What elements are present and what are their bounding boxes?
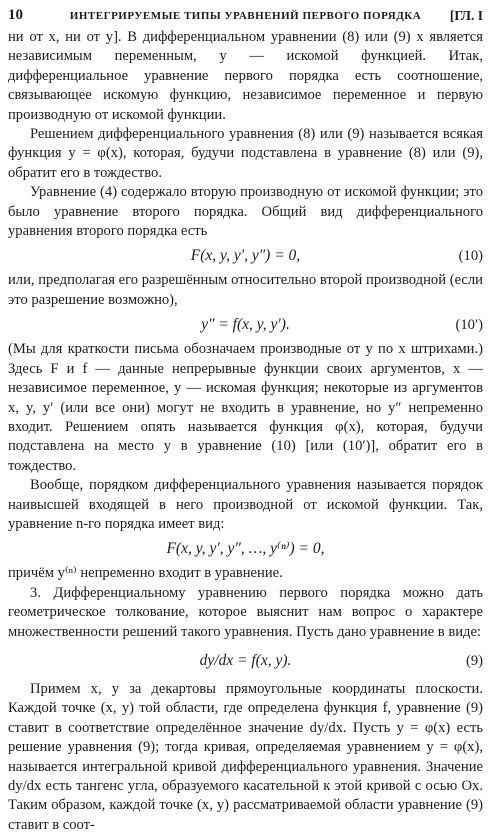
equation-body: F(x, y, y′, y″, …, y⁽ⁿ⁾) = 0, (166, 540, 325, 558)
equation-body: F(x, y, y′, y″) = 0, (190, 247, 301, 265)
equation-10-prime (8, 310, 483, 340)
paragraph: Уравнение (4) содержало вторую производную от искомой функции; это было уравнение второго порядка. Общий вид дифференциального уравнения второго порядка есть (8, 184, 483, 240)
page-number: 10 (8, 7, 23, 23)
equation-body: dy/dx = f(x, y). (199, 651, 292, 669)
paragraph: 3. Дифференциальному уравнению первого порядка можно дать геометрическое толкование, которое выяснит нам вопрос о характере множественности решений такого уравнения. Пусть дано уравнение в виде: (8, 584, 483, 640)
equation-nth-order (8, 534, 483, 564)
chapter-label: [ГЛ. I (449, 8, 483, 23)
equation-number: (10′) (455, 317, 483, 334)
equation-9 (8, 642, 483, 680)
equation-number: (9) (465, 652, 483, 669)
equation-number: (10) (458, 248, 483, 265)
paragraph: ни от x, ни от y]. В дифференциальном уравнении (8) или (9) x является независимым переменным, y — искомой функцией. Итак, дифференциальное уравнение первого порядка есть соотношение, связывающее искомую функцию, независимое переменное и первую производную от искомой функции. (8, 29, 483, 123)
page-header (8, 6, 483, 28)
equation-body: y″ = f(x, y, y′). (201, 316, 290, 334)
paragraph: причём y⁽ⁿ⁾ непременно входит в уравнение. (8, 565, 283, 582)
running-title: ИНТЕГРИРУЕМЫЕ ТИПЫ УРАВНЕНИЙ ПЕРВОГО ПОРЯДКА (69, 10, 422, 22)
paragraph: Решением дифференциального уравнения (8) или (9) называется всякая функция y = φ(x), которая, будучи подставлена в уравнение (8) или (9), обратит его в тождество. (8, 126, 483, 181)
paragraph: (Мы для краткости письма обозначаем производные от y по x штрихами.) Здесь F и f — данные непрерывные функции своих аргументов, x — независимое переменное, y — искомая функция; некоторые из аргументов x, y, y′ (или все они) могут не входить в уравнение, но y″ непременно входит. Решением опять называется функция φ(x), которая, будучи подставлена на место y в уравнение (10) [или (10′)], обратит его в тождество. (8, 341, 483, 474)
paragraph: Примем x, y за декартовы прямоугольные координаты плоскости. Каждой точке (x, y) той области, где определена функция f, уравнение (9) ставит в соответствие определённое значение dy/dx. Пусть y = φ(x) есть решение уравнения (9); тогда кривая, определяемая уравнением y = φ(x), называется интегральной кривой дифференциального уравнения. Значение dy/dx есть тангенс угла, образуемого касательной к этой кривой с осью Ox. Таким образом, каждой точке (x, y) рассматриваемой области уравнение (9) ставит в соот- (8, 680, 483, 833)
paragraph: или, предполагая его разрешённым относительно второй производной (если это разрешение возможно), (8, 272, 483, 308)
paragraph: Вообще, порядком дифференциального уравнения называется порядок наивысшей входящей в него производной от искомой функции. Так, уравнение n-го порядка имеет вид: (8, 477, 483, 532)
equation-10 (8, 241, 483, 271)
